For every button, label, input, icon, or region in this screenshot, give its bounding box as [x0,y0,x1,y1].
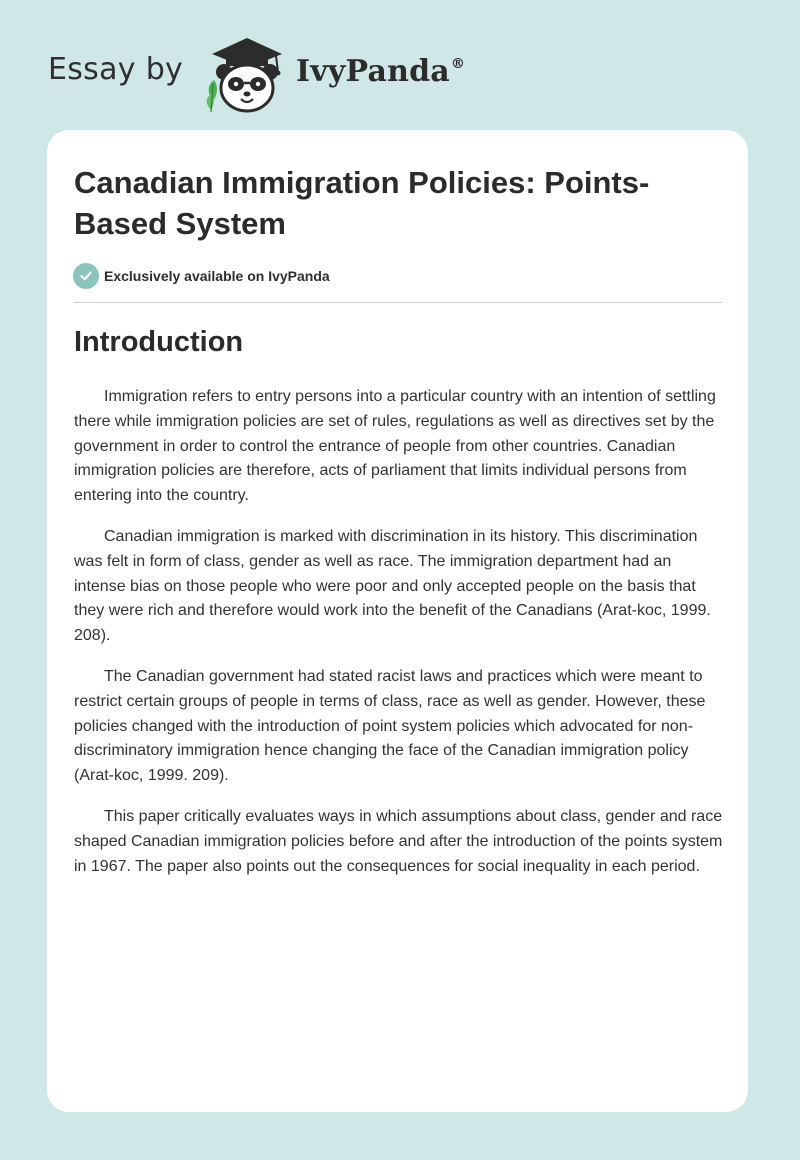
panda-graduate-icon[interactable] [202,34,292,114]
site-header [48,30,548,112]
essay-card [47,130,748,1112]
paragraph: Immigration refers to entry persons into a particular country with an intention of settling there while immigration policies are set of rules, regulations as well as directives set by the government in order to control the entrance of people from other countries. Canadian immigration policies are therefore, acts of parliament that limits individual persons from entering into the country. [74,388,716,505]
section-heading-introduction: Introduction [74,326,244,358]
exclusive-label: Exclusively available on IvyPanda [104,268,330,284]
divider [74,302,722,303]
essay-by-label: Essay by [48,52,184,87]
registered-mark: ® [450,56,466,72]
paragraph: Canadian immigration is marked with discrimination in its history. This discrimination was felt in form of class, gender as well as race. The immigration department had an intense bias on those people who were poor and only accepted people on the basis that they were rich and therefore would work into the benefit of the Canadians (Arat-koc, 1999. 208). [74,527,711,645]
brand-logo-text[interactable]: IvyPanda® [296,54,466,89]
paragraph: This paper critically evaluates ways in which assumptions about class, gender and race shaped Canadian immigration policies before and after the introduction of the points system in 1967. The paper also points out the consequences for social inequality in each period. [74,807,723,875]
paragraph: The Canadian government had stated racist laws and practices which were meant to restrict certain groups of people in terms of class, race as well as gender. However, these policies changed with the introduction of point system policies which advocated for non-discriminatory immigration hence changing the face of the Canadian immigration policy (Arat-koc, 1999. 209). [74,667,706,785]
essay-body [74,385,726,895]
check-circle-icon [73,263,99,289]
exclusive-badge [73,262,330,290]
essay-title: Canadian Immigration Policies: Points-Based System [74,165,650,241]
